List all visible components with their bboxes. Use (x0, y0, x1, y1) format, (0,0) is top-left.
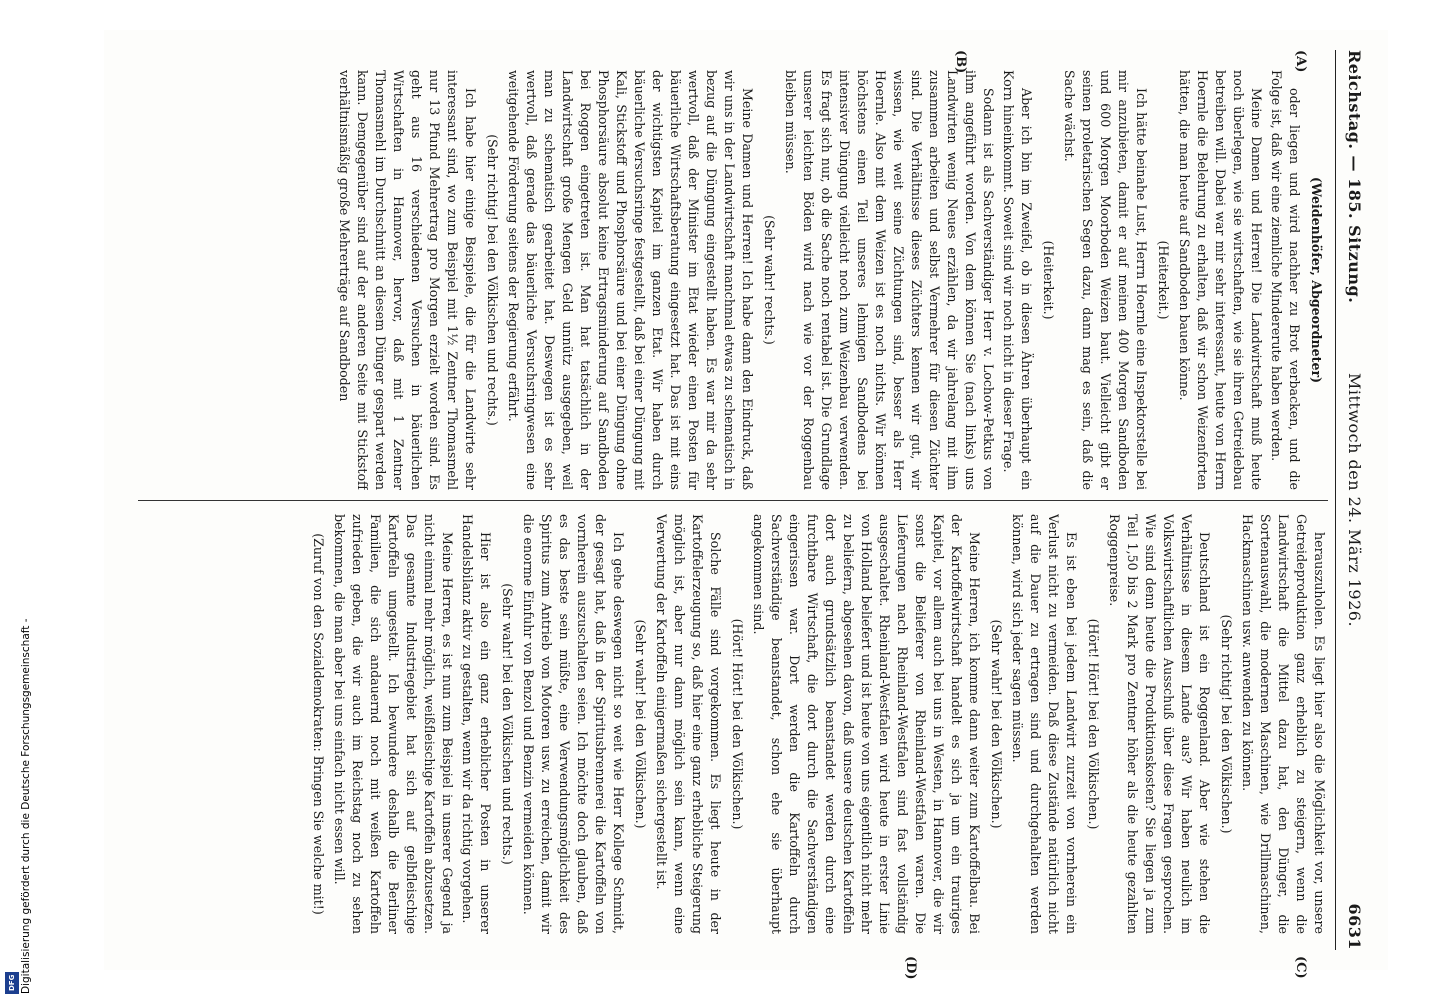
paragraph: Solche Fälle sind vorgekommen. Es liegt heute in der Kartoffelerzeugung so, daß hier eine ganz erhebliche Steigerung möglich ist, aber nur dann möglich sein kann, wenn eine Verwertung der Kartoffeln einigermaßen sichergestellt ist. (654, 514, 723, 934)
digitization-credit (4, 14, 32, 994)
right-column (128, 514, 1328, 934)
paragraph: Meine Herren, ich komme dann weiter zum Kartoffelbau. Bei der Kartoffelwirtschaft handelt es sich ja um ein trauriges Kapitel, vor allem auch bei uns in Westen, in Hannover, die wir sonst die Belieferer von Rheinland-Westfalen waren. Die Lieferungen nach Rheinland-Westfalen sind fast vollständig ausgeschaltet. Rheinland-Westfalen wird heute in erster Linie von Holland beliefert und ist heute von uns eigentlich nicht mehr zu beliefern, abgesehen davon, daß unsere deutschen Kartoffeln dort auch grundsätzlich beanstandet werden durch eine furchtbare Wirtschaft, die dort durch die Sachverständigen eingerissen war. Dort werden die Kartoffeln durch Sachverständige beanstandet, schon ehe sie überhaupt angekommen sind. (751, 514, 982, 934)
paragraph: Meine Damen und Herren! Ich habe dann den Eindruck, daß wir uns in der Landwirtschaft manchmal etwas zu schematisch in bezug auf die Düngung eingestellt haben. Es war mir da sehr wertvoll, daß der Minister im Etat wieder einen Posten für bäuerliche Wirtschaftsberatung eingesetzt hat. Das ist mit eins der wichtigsten Kapitel im ganzen Etat. Wir haben durch bäuerliche Versuchsringe festgestellt, daß bei einer Düngung mit Kali, Stickstoff und Phosphorsäure und bei einer Düngung ohne Phosphorsäure absolut keine Ertragsminderung auf Sandboden bei Roggen eingetreten ist. Man hat tatsächlich in der Landwirtschaft große Mengen Geld unnütz ausgegeben, weil man zu schematisch gearbeitet hat. Deswegen ist es sehr wertvoll, daß gerade das bäuerliche Versuchsringwesen eine weitgehende Förderung seitens der Regierung erfährt. (506, 70, 755, 490)
interjection: (Sehr wahr! rechts.) (762, 215, 777, 345)
dfg-logo: DFG (5, 972, 19, 994)
paragraph: herauszuholen. Es liegt hier also die Möglichkeit vor, unsere Getreideproduktion ganz erheblich zu steigern, wenn die Landwirtschaft die Mittel dazu hat, den Dünger, die Sortenauswahl, die modernen Maschinen, wie Drillmaschinen, Hackmaschinen usw. anwenden zu können. (1240, 514, 1327, 934)
credit-text: Digitalisierung gefördert durch die Deutsche Forschungsgemeinschaft - (20, 618, 32, 994)
paragraph: Ich gehe deswegen nicht so weit wie Herr Kollege Schmidt, der gesagt hat, daß in der Spiritusbrennerei die Kartoffeln von vornherein auszuschalten seien. Ich möchte doch glauben, daß es das beste sein müßte, eine Verwendungsmöglichkeit des Spiritus zum Antrieb von Motoren usw. zu erreichen, damit wir die enorme Einfuhr von Benzol und Benzin vermeiden können. (521, 514, 626, 934)
interjection: (Heiterkeit.) (1156, 240, 1171, 320)
interjection: (Sehr richtig! bei den Völkischen.) (1219, 614, 1234, 834)
page-number: 6631 (1345, 903, 1364, 950)
paragraph: Deutschland ist ein Roggenland. Aber wie stehen die Verhältnisse in diesem Lande aus? Wir haben neulich im Volkswirtschaftlichen Ausschuß über diese Fragen gesprochen. Wie sind denn heute die Produktionskosten? Sie liegen ja zum Teil 1,50 bis 2 Mark pro Zentner höher als die heute gezahlten Roggenpreise. (1107, 514, 1212, 934)
margin-marker-b: (B) (953, 50, 968, 74)
header-rule (1335, 50, 1336, 950)
interjection: (Sehr wahr! bei den Völkischen.) (989, 619, 1004, 829)
paragraph: Meine Damen und Herren! Die Landwirtschaft muß heute noch überlegen, wie sie wirtschaften, wie sie ihren Getreidebau betreiben will. Dabei war mir sehr interessant, heute von Herrn Hoernle die Belehrung zu erhalten, daß wir schon Weizenforten hätten, die man heute auf Sandboden bauen könne. (1177, 70, 1264, 490)
margin-marker-c: (C) (1293, 956, 1308, 979)
rotated-page (104, 30, 1388, 980)
margin-marker-a: (A) (1293, 50, 1308, 73)
interjection: (Sehr wahr! bei den Völkischen und rechts.) (500, 583, 515, 865)
left-column (128, 70, 1328, 490)
paragraph: oder liegen und wird nachher zu Brot verbacken, und die Folge ist, daß wir eine ziemliche Mindererute haben werden. (1269, 70, 1302, 490)
paragraph: Sodann ist als Sachverständiger Herr v. Lochow-Petkus von ihm angeführt worden. Von dem können Sie (nach links) uns Landwirten wenig Neues erzählen, da wir jahrelang mit ihm zusammen arbeiten und selbst Vermehrer für diesen Züchter sind. Die Verhältnisse dieses Züchters kennen wir gut, wir wissen, wie weit seine Züchtungen sind, besser als Herr Hoernle. Also mit dem Weizen ist es noch nichts. Wir können höchstens einen Teil unseres lehmigen Sandbodens bei intensiver Düngung vielleicht noch zum Weizenbau verwenden. Es fragt sich nur, ob die Sache noch rentabel ist. Die Grundlage unserer leichten Böden wird nach wie vor der Roggenbau bleiben müssen. (783, 70, 996, 490)
interjection: (Hört! Hört! bei den Völkischen.) (730, 618, 745, 830)
page-header (1338, 50, 1368, 950)
paragraph: Ich hätte beinahe Lust, Herrn Hoernle eine Inspektorstelle bei mir anzubieten, damit er auf meinen 400 Morgen Sandboden und 600 Morgen Moorboden Weizen baut. Vielleicht gibt er seinen proletarischen Segen dazu, dann mag es sein, daß die Sache wächst. (1062, 70, 1149, 490)
interjection: (Zuruf von den Sozialdemokraten: Bringen Sie welche mit!) (311, 533, 326, 915)
column-divider (138, 500, 1328, 501)
interjection: (Sehr wahr! bei den Völkischen.) (633, 619, 648, 829)
paragraph: Ich habe hier einige Beispiele, die für die Landwirte sehr interessant sind, wo zum Beispiel mit 1½ Zentner Thomasmehl nur 13 Pfund Mehrertrag pro Morgen erzielt worden sind. Es geht aus 16 verschiedenen Versuchen in bäuerlichen Wirtschaften in Hannover, hervor, daß mit 1 Zentner Thomasmehl im Durchschnitt an diesem Dünger gespart werden kann. Demgegenüber sind auf der anderen Seite mit Stickstoff verhältnismäßig große Mehrerträge auf Sandboden (337, 70, 478, 490)
interjection: (Heiterkeit.) (1041, 240, 1056, 320)
interjection: (Sehr richtig! bei den Völkischen und rechts.) (485, 134, 500, 426)
header-session: Reichstag. — 185. Sitzung. (1345, 50, 1364, 304)
paragraph: Aber ich bin im Zweifel, ob in diesen Ähren überhaupt ein Korn hineinkommt. Soweit sind wir noch nicht in dieser Frage. (1001, 70, 1034, 490)
speaker-name: (Weidenhöfer, Abgeordneter) (1309, 176, 1324, 384)
paragraph: Hier ist also ein ganz erheblicher Posten in unserer Handelsbilanz aktiv zu gestalten, wenn wir da richtig vorgehen. (460, 514, 493, 934)
interjection: (Hört! Hört! bei den Völkischen.) (1086, 618, 1101, 830)
margin-marker-d: (D) (903, 956, 918, 980)
paragraph: Es ist eben bei jedem Landwirt zurzeit von vornherein ein Verlust nicht zu vermeiden. Daß diese Zustände natürlich nicht auf die Dauer zu ertragen sind und durchgehalten werden können, wird sich jeder sagen müssen. (1010, 514, 1079, 934)
paragraph: Meine Herren, es ist nun zum Beispiel in unserer Gegend ja nicht einmal mehr möglich, weißfleischige Kartoffeln abzusetzen. Das gesamte Industriegebiet hat sich auf gelbfleischige Kartoffeln umgestellt. Ich bewundere deshalb die Berliner Familien, die sich andauernd noch mit weißen Kartoffeln zufrieden geben, die wir auch im Reichstag noch zu sehen bekommen, die man aber bei uns einfach nicht essen will. (332, 514, 455, 934)
header-date: Mittwoch den 24. März 1926. (1345, 372, 1364, 628)
